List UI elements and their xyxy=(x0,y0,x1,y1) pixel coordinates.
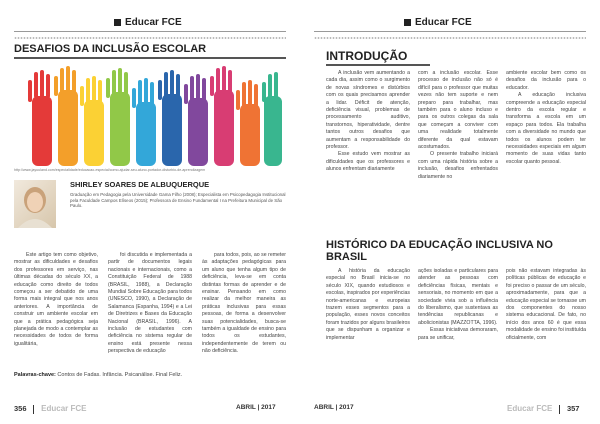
left-footer-date: ABRIL | 2017 xyxy=(236,404,276,411)
intro-col1-p2: Esse estudo vem mostrar as dificuldades que os professores e alunos enfrentam diariamente xyxy=(326,151,410,173)
history-col2-p1: ações isoladas e particulares para atender as pessoas com deficiências físicas, mentais e sensoriais, no momento em que a sociedade vivia sob a influência do liberalismo, que sustentava as tendências republicanas e abolicionistas (MAZZOTTA, 1996). xyxy=(418,268,498,326)
article-title: DESAFIOS DA INCLUSÃO ESCOLAR xyxy=(14,43,207,55)
left-footer xyxy=(14,404,91,414)
left-header-rule xyxy=(14,31,286,32)
right-header xyxy=(404,17,472,28)
left-header-text: Educar FCE xyxy=(125,17,182,28)
keywords xyxy=(14,372,182,378)
title-rule xyxy=(14,57,286,59)
right-footer-brand: Educar FCE xyxy=(507,404,553,413)
left-page-number: 356 xyxy=(14,404,27,413)
author-portrait xyxy=(14,180,56,228)
intro-title: INTRODUÇÃO xyxy=(326,49,408,63)
history-column-1: A história da educação especial no Brasil inicia-se no século XIX, quando estudiosos e escolas, inspirados por experiências norte-americanas e europeias trazem esses segmentos para a população, esses novos conceitos foram trazidos por alguns brasileiros que se dispunham a organizar e implementar xyxy=(326,268,410,341)
history-column-3: pois não estavam integradas às políticas públicas de educação e foi preciso o passar de um século, aproximadamente, para que a educação especial se tornasse um dos componentes do nosso sistema educacional. De fato, no início dos anos 60 é que essa modalidade de ensino foi instituída oficialmente, com xyxy=(506,268,586,341)
right-footer-date: ABRIL | 2017 xyxy=(314,404,354,411)
intro-column-2 xyxy=(418,70,498,181)
history-title: HISTÓRICO DA EDUCAÇÃO INCLUSIVA NO BRASIL xyxy=(326,239,553,263)
right-footer xyxy=(502,404,579,414)
raised-hands-illustration xyxy=(14,62,286,166)
square-icon xyxy=(404,19,411,26)
footer-separator xyxy=(33,405,34,414)
history-col2-p2: Essas iniciativas demoraram, para se unificar, xyxy=(418,327,498,341)
keywords-label: Palavras-chave: xyxy=(14,372,56,378)
left-header xyxy=(114,17,182,28)
right-page-number: 357 xyxy=(566,404,580,413)
keywords-text: Contos de Fadas. Infância. Psicanálise. Final Feliz. xyxy=(57,372,183,378)
intro-column-3 xyxy=(506,70,586,166)
intro-col3-p2: A educação inclusiva compreende a educação especial dentro da escola regular e transforma a escola em um espaço para todos. Ela trabalha com a diversidade no mundo que todos os alunos podem ter necessidades especiais em algum momento de suas vidas tanto escolar quanto pessoal. xyxy=(506,92,586,165)
right-header-text: Educar FCE xyxy=(415,17,472,28)
left-dotted-rule xyxy=(14,36,286,40)
right-header-rule xyxy=(314,31,586,32)
left-footer-brand: Educar FCE xyxy=(41,404,87,413)
intro-col2-p2: O presente trabalho iniciará com uma rápida história sobre a inclusão, desafios enfrentados diariamente no xyxy=(418,151,498,180)
intro-col1-p1: A inclusão vem aumentando a cada dia, assim como o surgimento de novas síndromes e distúrbios com os quais precisamos aprender a lidar. Déficit de atenção, deficiência visual, problemas de processamento auditivo, transtornos, hiperatividade, dentre tantos outros desafios que aumentam a responsabilidade do professor. xyxy=(326,70,410,151)
left-column-3: para todos, pois, ao se remeter às adaptações pedagógicas para um aluno que tenha algum tipo de deficiência, leva-se em conta distintas formas de aprender e de ensinar. Pensando em como realizar da melhor maneira as práticas inclusivas para essas pessoas, de forma a desenvolver suas potencialidades, busca-se também a igualdade de ensino para todos os estudantes, independentemente de terem ou não deficiência. xyxy=(202,252,286,355)
history-column-2 xyxy=(418,268,498,342)
right-dotted-rule xyxy=(314,36,586,40)
left-column-2: foi discutida e implementada a partir de documentos legais nacionais e internacionais, como a Constituição Federal de 1988 (BRASIL, 1988), a Declaração Mundial Sobre Educação para todos (UNESCO, 1990), a Declaração de Salamanca (Espanha, 1994) e a Lei de Diretrizes e Bases da Educação Nacional (BRASIL, 1996). A inclusão de estudantes com deficiência no sistema regular de ensino está presente nessa perspectiva de educação xyxy=(108,252,192,355)
author-name: SHIRLEY SOARES DE ALBUQUERQUE xyxy=(70,180,210,189)
left-column-1: Este artigo tem como objetivo, mostrar as dificuldades e desafios dos professores em serviço, nas últimas décadas do século XX, a educação como direito de todos começou a ser debatido de uma forma mais integral que nos anos anteriores. A importância de construir um ambiente escolar em que a prática pedagógica seja planejada de modo a contemplar as necessidades de todos de forma igualitária, xyxy=(14,252,98,347)
right-page xyxy=(300,0,600,424)
square-icon xyxy=(114,19,121,26)
intro-title-rule xyxy=(326,64,430,66)
image-credit: http://www.jayuuland.com/especialidade/educacao-especial/como-ajudar-seu-aluno-portador-disturbio-de-aprendizagem xyxy=(14,168,206,172)
author-bio: Graduação em Pedagogia pela Universidade Gama Filho (2008); Especialista em Psicopedagogia Institucional pela Faculdade Campos Elíseos (2015); Professora de Ensino Fundamental I na Prefeitura Municipal de São Paulo. xyxy=(70,192,286,209)
intro-col2-p1: com a inclusão escolar. Esse processo de inclusão não só é difícil para o professor que muitas vezes não tem suporte e nem preparo para trabalhar, mas também para o aluno incluso e para os outros colegas da sala que começam a conviver com uma realidade totalmente diferente da qual estavam acostumados. xyxy=(418,70,498,151)
footer-separator xyxy=(559,405,560,414)
intro-column-1 xyxy=(326,70,410,174)
author-portrait-drawing xyxy=(14,180,56,228)
intro-col3-p1: ambiente escolar bem como os desafios da inclusão para o educador. xyxy=(506,70,586,91)
